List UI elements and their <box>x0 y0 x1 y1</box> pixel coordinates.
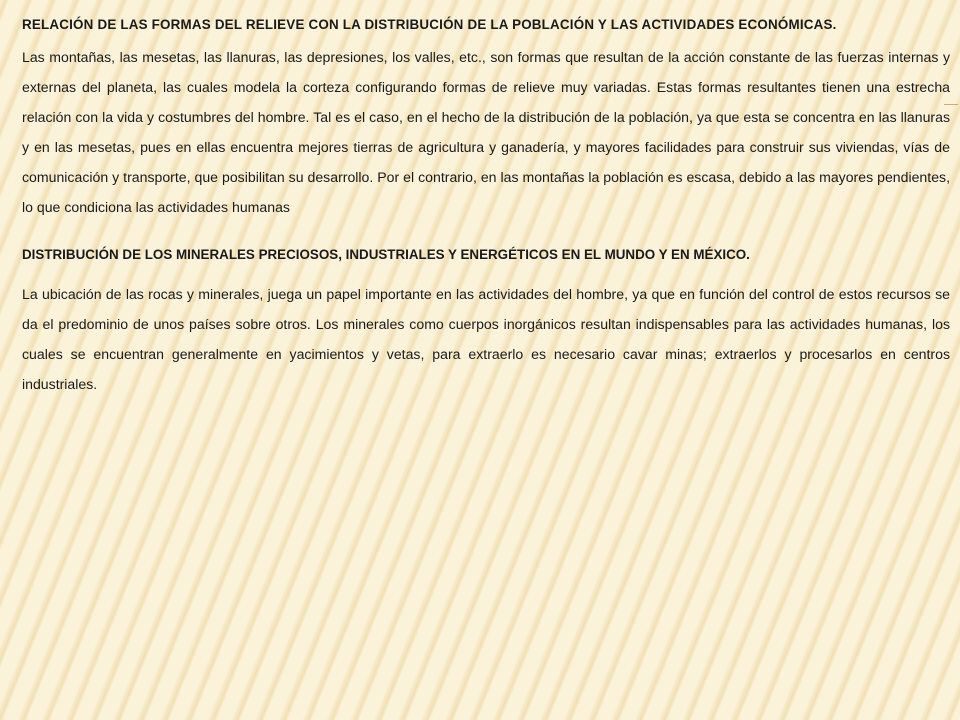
section-minerals-paragraph: La ubicación de las rocas y minerales, juega un papel importante en las actividades del hombre, ya que en función del control de estos recursos se da el predominio de unos países sobre otros. Los minerales como cuerpos inorgánicos resultan indispensables para las actividades humanas, los cuales se encuentran generalmente en yacimientos y vetas, para extraerlo es necesario cavar minas; extraerlos y procesarlos en centros industriales. <box>22 286 950 392</box>
section-relief-paragraph: Las montañas, las mesetas, las llanuras, las depresiones, los valles, etc., son formas que resultan de la acción constante de las fuerzas internas y externas del planeta, las cuales modela la corteza configurando formas de relieve muy variadas. Estas formas resultantes tienen una estrecha relación con la vida y costumbres del hombre. Tal es el caso, en el hecho de la distribución de la población, ya que esta se concentra en las llanuras y en las mesetas, pues en ellas encuentra mejores tierras de agricultura y ganadería, y mayores facilidades para construir sus viviendas, vías de comunicación y transporte, que posibilitan su desarrollo. Por el contrario, en las montañas la población es escasa, debido a las mayores pendientes, lo que condiciona las actividades humanas <box>22 49 950 215</box>
section-relief-heading: RELACIÓN DE LAS FORMAS DEL RELIEVE CON LA DISTRIBUCIÓN DE LA POBLACIÓN Y LAS ACTIVIDADES ECONÓMICAS. <box>22 17 837 32</box>
section-minerals-heading: DISTRIBUCIÓN DE LOS MINERALES PRECIOSOS, INDUSTRIALES Y ENERGÉTICOS EN EL MUNDO Y EN MÉXICO. <box>22 247 750 262</box>
slide-content <box>22 15 950 399</box>
